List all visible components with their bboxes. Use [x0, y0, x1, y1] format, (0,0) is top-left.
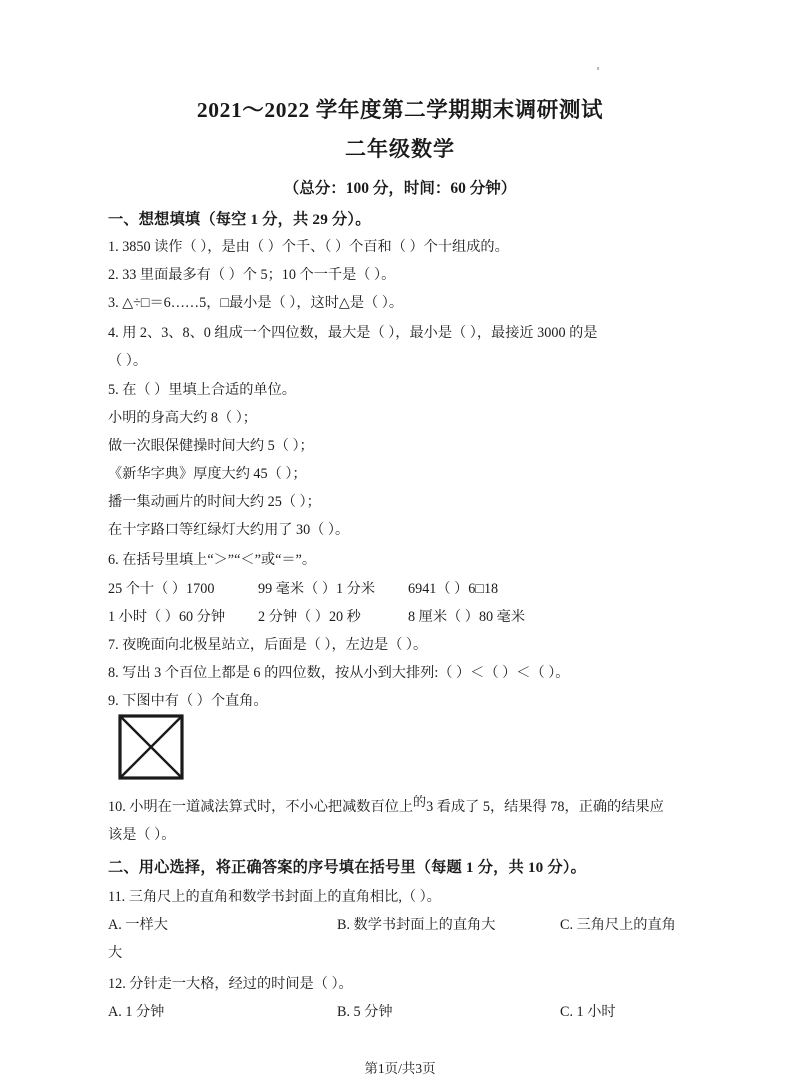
question-3: 3. △÷□＝6……5，□最小是（ ），这时△是（ ）。: [108, 295, 404, 311]
square-with-diagonals-figure: [118, 714, 184, 780]
compare-cell: 25 个十（ ）1700: [108, 581, 215, 597]
exam-meta: （总分：100 分，时间：60 分钟）: [283, 180, 517, 197]
question-10-continuation: 该是（ ）。: [108, 827, 176, 843]
subject-title: 二年级数学: [345, 137, 455, 161]
option-b[interactable]: B. 数学书封面上的直角大: [337, 917, 496, 933]
page-footer: 第1页/共3页: [364, 1061, 436, 1076]
question-10-text-part-2: 3 看成了 5，结果得 78，正确的结果应: [426, 799, 664, 815]
option-c[interactable]: C. 三角尺上的直角: [560, 917, 676, 933]
option-a[interactable]: A. 一样大: [108, 917, 168, 933]
question-9: 9. 下图中有（ ）个直角。: [108, 693, 268, 709]
compare-cell: 8 厘米（ ）80 毫米: [408, 609, 526, 625]
question-5-item-d: 播一集动画片的时间大约 25（ ）；: [108, 494, 321, 510]
question-5: 5. 在（ ）里填上合适的单位。: [108, 382, 296, 398]
question-5-item-a: 小明的身高大约 8（ ）；: [108, 410, 257, 426]
compare-cell: 99 毫米（ ）1 分米: [258, 581, 376, 597]
question-12: 12. 分针走一大格，经过的时间是（ ）。: [108, 976, 353, 992]
question-1: 1. 3850 读作（ ），是由（ ）个千、（ ）个百和（ ）个十组成的。: [108, 239, 509, 255]
option-a[interactable]: A. 1 分钟: [108, 1004, 165, 1020]
question-4-continuation: （ ）。: [108, 353, 148, 369]
scan-speck: [597, 67, 599, 70]
question-6: 6. 在括号里填上“＞”“＜”或“＝”。: [108, 552, 317, 568]
question-8: 8. 写出 3 个百位上都是 6 的四位数，按从小到大排列:（ ）＜（ ）＜（ ）。: [108, 665, 570, 681]
section-two-heading: 二、用心选择，将正确答案的序号填在括号里（每题 1 分，共 10 分）。: [108, 859, 587, 876]
question-10-raised-char: 的: [413, 793, 427, 809]
question-11: 11. 三角尺上的直角和数学书封面上的直角相比,（ ）。: [108, 889, 441, 905]
question-5-item-e: 在十字路口等红绿灯大约用了 30（ ）。: [108, 522, 350, 538]
compare-cell: 1 小时（ ）60 分钟: [108, 609, 226, 625]
question-7: 7. 夜晚面向北极星站立，后面是（ ），左边是（ ）。: [108, 637, 428, 653]
compare-cell: 6941（ ）6□18: [408, 581, 499, 597]
option-b[interactable]: B. 5 分钟: [337, 1004, 393, 1020]
question-2: 2. 33 里面最多有（ ）个 5；10 个一千是（ ）。: [108, 267, 396, 283]
question-10: [108, 793, 692, 816]
question-5-item-c: 《新华字典》厚度大约 45（ ）；: [108, 466, 307, 482]
question-10-text-part-1: 10. 小明在一道减法算式时，不小心把减数百位上: [108, 799, 414, 815]
section-one-heading: 一、想想填填（每空 1 分，共 29 分）。: [108, 211, 371, 228]
compare-cell: 2 分钟（ ）20 秒: [258, 609, 361, 625]
page-title: 2021～2022 学年度第二学期期末调研测试: [196, 98, 604, 122]
option-c[interactable]: C. 1 小时: [560, 1004, 616, 1020]
question-4: 4. 用 2、3、8、0 组成一个四位数，最大是（ ），最小是（ ），最接近 3000 的是: [108, 325, 598, 341]
question-11-option-c-continuation: 大: [108, 945, 123, 961]
question-5-item-b: 做一次眼保健操时间大约 5（ ）；: [108, 438, 314, 454]
